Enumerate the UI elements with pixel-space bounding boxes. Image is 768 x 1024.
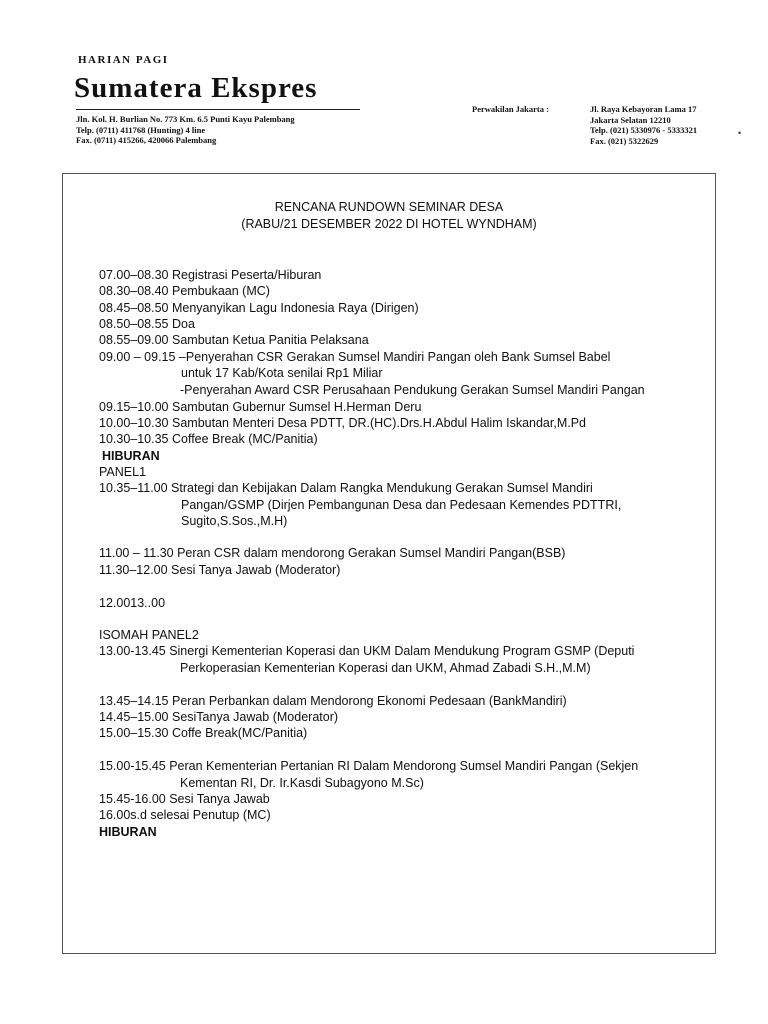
schedule-line: 16.00s.d selesai Penutup (MC) [99, 808, 271, 822]
letterhead-small-title: HARIAN PAGI [78, 54, 169, 66]
rep-line: Jl. Raya Kebayoran Lama 17 [590, 104, 697, 114]
section-label: PANEL1 [99, 465, 147, 479]
schedule-line-continued: Kementan RI, Dr. Ir.Kasdi Subagyono M.Sc) [180, 776, 424, 790]
jakarta-rep-label: Perwakilan Jakarta : [472, 104, 549, 114]
schedule-line: 15.45-16.00 Sesi Tanya Jawab [99, 792, 270, 806]
schedule-line: 13.00-13.45 Sinergi Kementerian Koperasi dan UKM Dalam Mendukung Program GSMP (Deputi [99, 644, 635, 658]
rep-line: Fax. (021) 5322629 [590, 135, 659, 146]
schedule-line: 08.45–08.50 Menyanyikan Lagu Indonesia Raya (Dirigen) [99, 301, 419, 315]
schedule-line-continued: Perkoperasian Kementerian Koperasi dan UKM, Ahmad Zabadi S.H.,M.M) [180, 661, 591, 675]
section-label: HIBURAN [102, 449, 160, 463]
schedule-line: 13.45–14.15 Peran Perbankan dalam Mendorong Ekonomi Pedesaan (BankMandiri) [99, 694, 567, 708]
schedule-line: 12.0013..00 [99, 596, 166, 610]
schedule-line: 10.30–10.35 Coffee Break (MC/Panitia) [99, 432, 318, 446]
schedule-line: 07.00–08.30 Registrasi Peserta/Hiburan [99, 268, 322, 282]
rep-line: Telp. (021) 5330976 - 5333321 [590, 125, 698, 135]
margin-mark: • [738, 128, 742, 138]
schedule-line: 08.30–08.40 Pembukaan (MC) [99, 284, 270, 298]
schedule-line: 09.00 – 09.15 –Penyerahan CSR Gerakan Sumsel Mandiri Pangan oleh Bank Sumsel Babel [99, 350, 611, 364]
address-line: Telp. (0711) 411768 (Hunting) 4 line [76, 124, 206, 135]
address-line: Fax. (0711) 415266, 420066 Palembang [76, 135, 217, 145]
letterhead-rule [76, 109, 360, 110]
schedule-line: 10.00–10.30 Sambutan Menteri Desa PDTT, DR.(HC).Drs.H.Abdul Halim Iskandar,M.Pd [99, 416, 586, 430]
address-line: Jln. Kol. H. Burlian No. 773 Km. 6.5 Punti Kayu Palembang [76, 114, 295, 124]
schedule-line: 15.00-15.45 Peran Kementerian Pertanian RI Dalam Mendorong Sumsel Mandiri Pangan (Sekjen [99, 759, 639, 773]
schedule-line: 11.30–12.00 Sesi Tanya Jawab (Moderator) [99, 563, 341, 577]
schedule-line: 14.45–15.00 SesiTanya Jawab (Moderator) [99, 710, 339, 724]
section-label: ISOMAH PANEL2 [99, 628, 199, 642]
schedule-line-continued: Sugito,S.Sos.,M.H) [181, 514, 288, 528]
letterhead-address [76, 114, 295, 146]
jakarta-rep-address [590, 104, 697, 146]
schedule-line: 09.15–10.00 Sambutan Gubernur Sumsel H.Herman Deru [99, 400, 422, 414]
schedule-line: 10.35–11.00 Strategi dan Kebijakan Dalam Rangka Mendukung Gerakan Sumsel Mandiri [99, 481, 593, 495]
section-label: HIBURAN [99, 825, 157, 839]
document-subtitle: (RABU/21 DESEMBER 2022 DI HOTEL WYNDHAM) [241, 217, 537, 231]
schedule-line-continued: Pangan/GSMP (Dirjen Pembangunan Desa dan Pedesaan Kemendes PDTTRI, [181, 498, 622, 512]
schedule-line: 15.00–15.30 Coffe Break(MC/Panitia) [99, 726, 308, 740]
schedule-line-continued: untuk 17 Kab/Kota senilai Rp1 Miliar [181, 366, 383, 380]
schedule-line: 08.50–08.55 Doa [99, 317, 195, 331]
schedule-line-continued: -Penyerahan Award CSR Perusahaan Pendukung Gerakan Sumsel Mandiri Pangan [180, 383, 645, 397]
rep-line: Jakarta Selatan 12210 [590, 114, 671, 125]
schedule-line: 11.00 – 11.30 Peran CSR dalam mendorong Gerakan Sumsel Mandiri Pangan(BSB) [99, 546, 566, 560]
schedule-line: 08.55–09.00 Sambutan Ketua Panitia Pelaksana [99, 333, 369, 347]
document-title: RENCANA RUNDOWN SEMINAR DESA [274, 200, 504, 214]
newspaper-name: Sumatera Ekspres [74, 72, 318, 104]
